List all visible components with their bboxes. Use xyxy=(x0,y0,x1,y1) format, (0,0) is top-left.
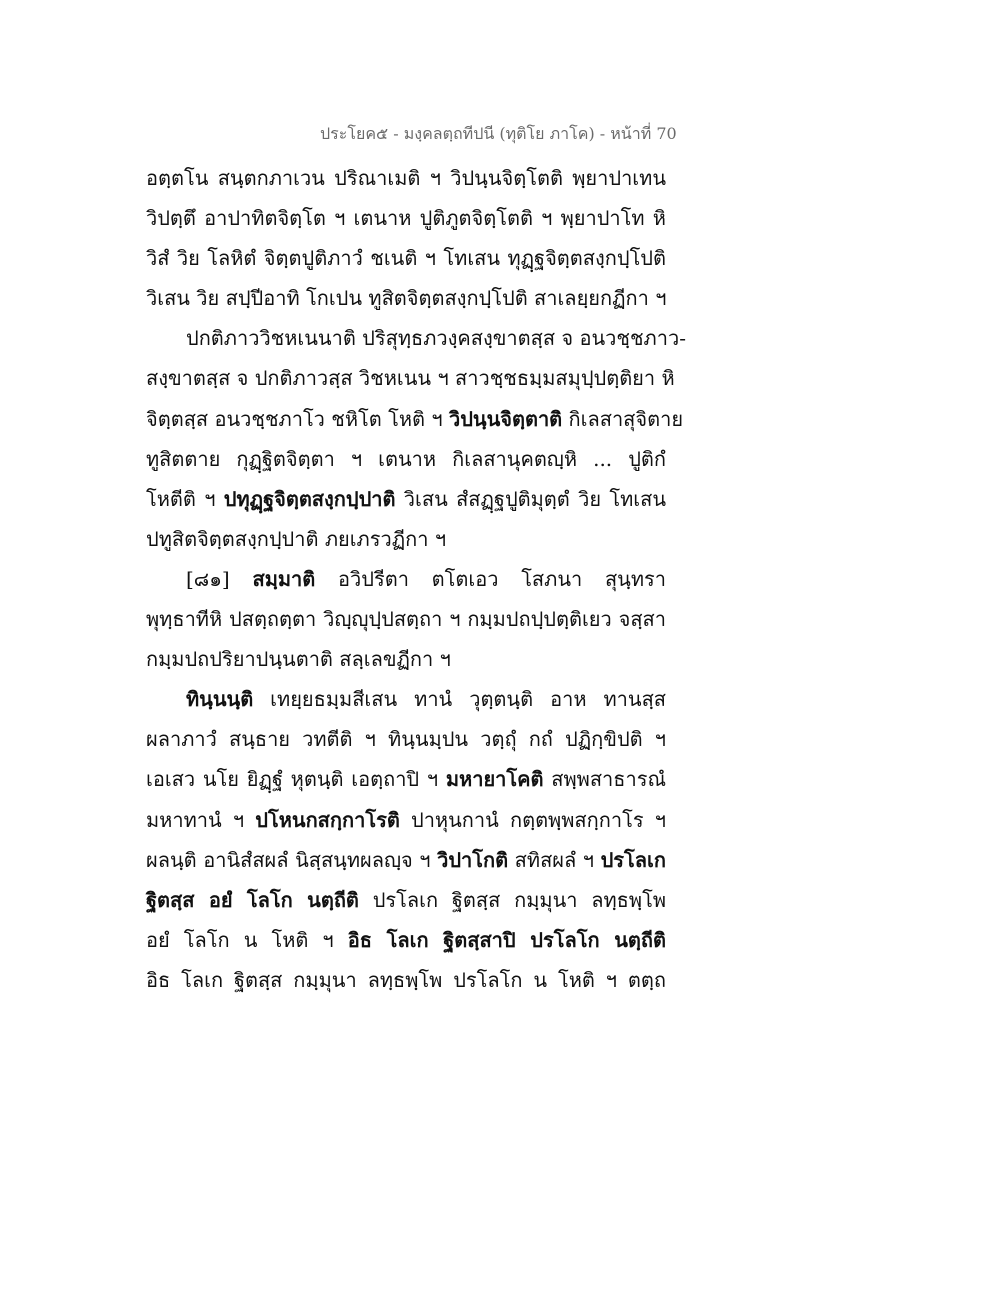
bold-term: ทินฺนนฺติ xyxy=(186,687,254,712)
text-line: ผลาภาวํ สนฺธาย วทตีติ ฯ ทินฺนมฺปน วตฺถุํ กถํ ปฏิกฺขิปติ ฯ xyxy=(146,727,666,752)
bold-term: วิปาโกติ xyxy=(437,847,509,872)
text-line: อิธ โลเก ฐิตสฺส กมฺมุนา ลทฺธพฺโพ ปรโลโก น โหติ ฯ ตตฺถ xyxy=(146,967,666,992)
bold-term: ฐิตสฺส อยํ โลโก นตฺถีติ xyxy=(146,887,359,912)
text-line: ปทูสิตจิตฺตสงฺกปฺปาติ ภยเภรวฏีกา ฯ xyxy=(146,526,447,551)
text-line: วิปตฺตึ อาปาทิตจิตฺโต ฯ เตนาห ปูติภูตจิตฺโตติ ฯ พฺยาปาโท หิ xyxy=(146,206,666,231)
text-line: สงฺขาตสฺส จ ปกติภาวสฺส วิชหเนน ฯ สาวชฺชธมฺมสมุปฺปตฺติยา หิ xyxy=(146,366,675,391)
paragraph-start-line: [๘๑] สมฺมาติ อวิปรีตา ตโตเอว โสภนา สุนฺทรา xyxy=(186,566,667,591)
text-line: วิเสน วิย สปฺปีอาทิ โกเปน ทูสิตจิตฺตสงฺกปฺโปติ สาเลยฺยกฏีกา ฯ xyxy=(146,286,667,311)
text-line: อตฺตโน สนฺตกภาเวน ปริณาเมติ ฯ วิปนฺนจิตฺโตติ พฺยาปาเทน xyxy=(146,166,666,190)
text-line: พุทฺธาทีหิ ปสตฺถตฺตา วิญฺญุปฺปสตฺถา ฯ กมฺมปถปฺปตฺติเยว จสฺสา xyxy=(146,607,666,632)
paragraph-start-line: ทินฺนนฺติ เทยฺยธมฺมสีเสน ทานํ วุตฺตนฺติ อาห ทานสฺส xyxy=(186,687,666,712)
text-line: ผลนฺติ อานิสํสผลํ นิสฺสนฺทผลญฺจ ฯ วิปาโกติ สทิสผลํ ฯ ปรโลเก xyxy=(146,847,666,872)
text-line: กมฺมปถปริยาปนฺนตาติ สลฺเลขฏีกา ฯ xyxy=(146,647,451,672)
bold-term: ปทุฏฺฐจิตฺตสงฺกปฺปาติ xyxy=(223,486,396,511)
text-line: วิสํ วิย โลหิตํ จิตฺตปูติภาวํ ชเนติ ฯ โทเสน ทุฏฺฐจิตฺตสงฺกปฺโปติ xyxy=(146,246,666,271)
text-line: มหาทานํ ฯ ปโหนกสกฺกาโรติ ปาหุนกานํ กตฺตพฺพสกฺกาโร ฯ xyxy=(146,807,666,832)
bold-term: ปโหนกสกฺกาโรติ xyxy=(255,807,400,832)
text-line: อยํ โลโก น โหติ ฯ อิธ โลเก ฐิตสฺสาปิ ปรโลโก นตฺถีติ xyxy=(146,927,666,952)
body-text xyxy=(146,158,686,1000)
text-line: จิตฺตสฺส อนวชฺชภาโว ชหิโต โหติ ฯ วิปนฺนจิตฺตาติ กิเลสาสุจิตาย xyxy=(146,406,684,431)
text-line: เอเสว นโย ยิฏฺฐํ หุตนฺติ เอตฺถาปิ ฯ มหายาโคติ สพฺพสาธารณํ xyxy=(146,767,667,792)
text-line: ฐิตสฺส อยํ โลโก นตฺถีติ ปรโลเก ฐิตสฺส กมฺมุนา ลทฺธพฺโพ xyxy=(146,887,666,912)
bold-term: สมฺมาติ xyxy=(252,566,316,591)
bold-term: มหายาโคติ xyxy=(445,767,544,792)
bold-term: อิธ โลเก ฐิตสฺสาปิ ปรโลโก นตฺถีติ xyxy=(347,927,666,952)
bold-term: ปรโลเก xyxy=(600,847,666,872)
text-line: ทูสิตตาย กุฏฺฐิตจิตฺตา ฯ เตนาห กิเลสานุคตญฺหิ ... ปูติกํ xyxy=(146,446,666,471)
paragraph-start-line: ปกติภาววิชหเนนาติ ปริสุทฺธภวงฺคสงฺขาตสฺส จ อนวชฺชภาว- xyxy=(186,326,686,351)
bold-term: วิปนฺนจิตฺตาติ xyxy=(448,406,563,431)
page-header: ประโยค๕ - มงฺคลตฺถทีปนี (ทุติโย ภาโค) - หน้าที่ 70 xyxy=(320,124,677,143)
text-line: โหตีติ ฯ ปทุฏฺฐจิตฺตสงฺกปฺปาติ วิเสน สํสฏฺฐปูติมุตฺตํ วิย โทเสน xyxy=(146,486,666,511)
